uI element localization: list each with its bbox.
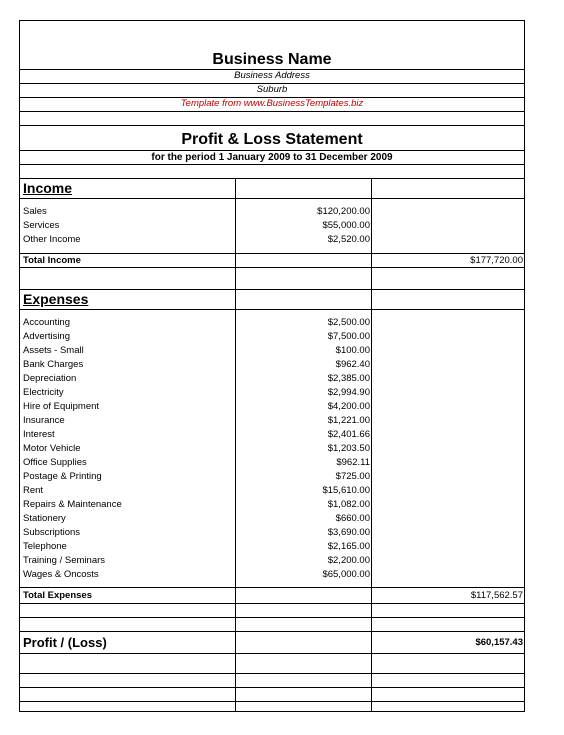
grid-line bbox=[20, 289, 524, 290]
business-name: Business Name bbox=[212, 51, 332, 68]
expense-row-amount: $2,200.00 bbox=[327, 555, 370, 566]
grid-line bbox=[20, 603, 524, 604]
expense-row-label: Office Supplies bbox=[23, 457, 87, 468]
expense-row-label: Accounting bbox=[23, 317, 71, 328]
expense-row-amount: $2,500.00 bbox=[327, 317, 370, 328]
expense-row-amount: $725.00 bbox=[335, 471, 370, 482]
expense-row-amount: $7,500.00 bbox=[327, 331, 370, 342]
grid-line bbox=[20, 653, 524, 654]
total-income-label: Total Income bbox=[23, 255, 81, 266]
expense-row-label: Repairs & Maintenance bbox=[23, 499, 122, 510]
expense-row-label: Assets - Small bbox=[23, 345, 84, 356]
expense-row-amount: $1,203.50 bbox=[327, 443, 370, 454]
expense-row-amount: $962.40 bbox=[335, 359, 370, 370]
income-row-label: Services bbox=[23, 220, 60, 231]
grid-line bbox=[20, 701, 524, 702]
expense-row-label: Telephone bbox=[23, 541, 67, 552]
profit-loss-label: Profit / (Loss) bbox=[23, 635, 107, 650]
expense-row-amount: $65,000.00 bbox=[322, 569, 370, 580]
period-subtitle: for the period 1 January 2009 to 31 December 2009 bbox=[151, 152, 393, 163]
pl-statement-sheet bbox=[19, 20, 525, 712]
expense-row-label: Subscriptions bbox=[23, 527, 81, 538]
grid-line bbox=[20, 587, 524, 588]
expense-row-label: Advertising bbox=[23, 331, 70, 342]
business-suburb: Suburb bbox=[256, 84, 288, 95]
business-address: Business Address bbox=[234, 70, 310, 81]
income-heading: Income bbox=[23, 180, 73, 196]
total-expenses-value: $117,562.57 bbox=[470, 590, 523, 601]
grid-line bbox=[20, 631, 524, 632]
income-row-amount: $120,200.00 bbox=[317, 206, 370, 217]
grid-line bbox=[20, 267, 524, 268]
expense-row-amount: $2,385.00 bbox=[327, 373, 370, 384]
grid-line bbox=[20, 150, 524, 151]
column-divider bbox=[235, 178, 236, 711]
expense-row-amount: $15,610.00 bbox=[322, 485, 370, 496]
page-title: Profit & Loss Statement bbox=[181, 131, 363, 148]
expense-row-label: Stationery bbox=[23, 513, 66, 524]
expense-row-label: Interest bbox=[23, 429, 55, 440]
expense-row-amount: $2,165.00 bbox=[327, 541, 370, 552]
expense-row-label: Wages & Oncosts bbox=[23, 569, 99, 580]
grid-line bbox=[20, 309, 524, 310]
expense-row-label: Training / Seminars bbox=[23, 555, 106, 566]
grid-line bbox=[20, 617, 524, 618]
income-row-amount: $2,520.00 bbox=[327, 234, 370, 245]
template-link[interactable]: Template from www.BusinessTemplates.biz bbox=[180, 98, 364, 109]
expense-row-label: Insurance bbox=[23, 415, 65, 426]
expense-row-amount: $100.00 bbox=[335, 345, 370, 356]
expense-row-amount: $3,690.00 bbox=[327, 527, 370, 538]
grid-line bbox=[20, 164, 524, 165]
profit-loss-value: $60,157.43 bbox=[475, 637, 523, 648]
total-expenses-label: Total Expenses bbox=[23, 590, 92, 601]
expense-row-label: Electricity bbox=[23, 387, 64, 398]
grid-line bbox=[20, 198, 524, 199]
expense-row-amount: $4,200.00 bbox=[327, 401, 370, 412]
expense-row-label: Bank Charges bbox=[23, 359, 84, 370]
expense-row-amount: $2,401.66 bbox=[327, 429, 370, 440]
expense-row-label: Postage & Printing bbox=[23, 471, 102, 482]
expense-row-amount: $962.11 bbox=[336, 457, 370, 468]
income-row-label: Sales bbox=[23, 206, 47, 217]
expense-row-label: Hire of Equipment bbox=[23, 401, 100, 412]
grid-line bbox=[20, 111, 524, 112]
expenses-heading: Expenses bbox=[23, 291, 89, 307]
grid-line bbox=[20, 125, 524, 126]
income-row-label: Other Income bbox=[23, 234, 81, 245]
income-row-amount: $55,000.00 bbox=[322, 220, 370, 231]
expense-row-amount: $660.00 bbox=[335, 513, 370, 524]
total-income-value: $177,720.00 bbox=[470, 255, 523, 266]
column-divider bbox=[371, 178, 372, 711]
grid-line bbox=[20, 673, 524, 674]
expense-row-amount: $1,082.00 bbox=[327, 499, 370, 510]
expense-row-label: Depreciation bbox=[23, 373, 77, 384]
grid-line bbox=[20, 253, 524, 254]
expense-row-amount: $2,994.90 bbox=[327, 387, 370, 398]
expense-row-label: Motor Vehicle bbox=[23, 443, 81, 454]
grid-line bbox=[20, 687, 524, 688]
expense-row-label: Rent bbox=[23, 485, 44, 496]
expense-row-amount: $1,221.00 bbox=[327, 415, 370, 426]
grid-line bbox=[20, 178, 524, 179]
